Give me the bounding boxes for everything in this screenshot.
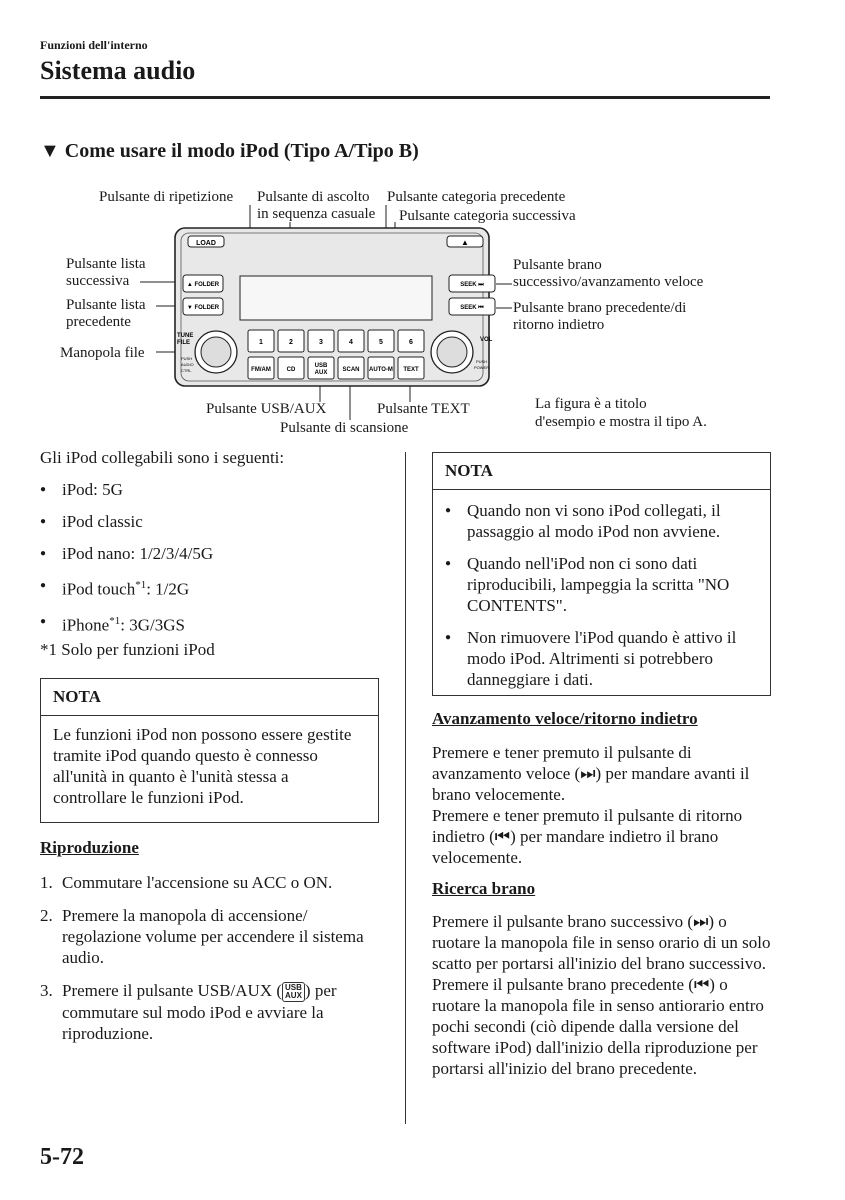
label-text: Pulsante TEXT — [377, 401, 470, 417]
radio-diagram — [0, 0, 845, 440]
list-item: ● iPod touch$^{*1}$: 1/2G — [40, 575, 380, 600]
list-item: ● Quando nell'iPod non ci sono dati riproducibili, lampeggia la scritta "NO CONTENTS". — [445, 553, 758, 616]
svg-text:VOL: VOL — [480, 337, 493, 343]
nota-heading: NOTA — [433, 453, 770, 490]
svg-text:TUNE: TUNE — [177, 333, 194, 339]
svg-text:AUDIO: AUDIO — [181, 362, 194, 367]
caption-1: La figura è a titolo — [535, 396, 647, 412]
list-item: ● iPod classic — [40, 511, 380, 532]
list-item: ● iPhone$^{*1}$: 3G/3GS — [40, 611, 380, 636]
load-text: LOAD — [196, 240, 216, 247]
label-random-2: in sequenza casuale — [257, 206, 376, 222]
svg-text:3: 3 — [319, 339, 323, 346]
riproduzione-heading: Riproduzione — [40, 838, 139, 857]
svg-text:SEEK ⏭: SEEK ⏭ — [460, 282, 484, 288]
nota-box-left — [40, 678, 379, 823]
svg-text:POWER: POWER — [474, 365, 490, 370]
svg-text:CD: CD — [286, 367, 296, 373]
svg-text:AUTO-M: AUTO-M — [369, 367, 393, 373]
intro-text: Gli iPod collegabili sono i seguenti: — [40, 448, 285, 467]
ipod-model-list — [40, 479, 380, 646]
nota-heading: NOTA — [41, 679, 378, 716]
label-usb-aux: Pulsante USB/AUX — [206, 401, 327, 417]
svg-text:CTRL: CTRL — [181, 368, 192, 373]
list-item: ● iPod: 5G — [40, 479, 380, 500]
label-file-knob: Manopola file — [60, 345, 145, 361]
label-repeat: Pulsante di ripetizione — [99, 189, 234, 205]
label-list-prev-1: Pulsante lista — [66, 297, 146, 313]
svg-text:PUSH: PUSH — [181, 356, 193, 361]
svg-text:▲ FOLDER: ▲ FOLDER — [186, 282, 220, 288]
list-item: ● Non rimuovere l'iPod quando è attivo il modo iPod. Altrimenti si potrebbero danneggiare i dati. — [445, 627, 758, 690]
column-divider — [405, 452, 406, 1124]
eject-icon: ▲ — [461, 238, 469, 247]
previous-track-icon: ⏮ — [693, 975, 710, 994]
ff-paragraph: Premere e tener premuto il pulsante di avanzamento veloce (⏭) per mandare avanti il brano velocemente. Premere e tener premuto il pulsante di ritorno indietro (⏮) per mandare indietro il brano velocemente. — [432, 743, 750, 867]
svg-text:AUX: AUX — [314, 370, 328, 376]
list-item: 2. Premere la manopola di accensione/ regolazione volume per accendere il sistema audio. — [40, 906, 364, 967]
svg-text:SEEK ⏮: SEEK ⏮ — [460, 305, 484, 311]
playback-steps — [40, 872, 380, 1056]
svg-text:2: 2 — [289, 339, 293, 346]
nota-body: Le funzioni iPod non possono essere gestite tramite iPod quando questo è connesso all'unità in quanto è l'unità stessa a controllare le funzioni iPod. — [53, 725, 352, 807]
list-item: ● iPod nano: 1/2/3/4/5G — [40, 543, 380, 564]
search-paragraph: Premere il pulsante brano successivo (⏭) o ruotare la manopola file in senso orario di un solo scatto per portarsi all'inizio del brano successivo. Premere il pulsante brano precedente (⏮) o ruotare la manopola file in senso antiorario entro pochi secondi (ciò dipende dalla versione del software iPod) dall'inizio della riproduzione per portarsi all'inizio del brano precedente. — [432, 912, 771, 1078]
svg-text:TEXT: TEXT — [403, 367, 419, 373]
svg-text:FM/AM: FM/AM — [251, 367, 271, 373]
label-list-prev-2: precedente — [66, 314, 131, 330]
label-track-next-2: successivo/avanzamento veloce — [513, 274, 704, 290]
list-item: 3. Premere il pulsante USB/AUX ( USB AUX ) per commutare sul modo iPod e avviare la riproduzione. — [40, 981, 337, 1044]
search-heading: Ricerca brano — [432, 879, 536, 898]
next-track-icon: ⏭ — [693, 912, 709, 931]
label-random-1: Pulsante di ascolto — [257, 189, 370, 205]
rewind-icon: ⏮ — [494, 827, 511, 846]
svg-text:FILE: FILE — [177, 340, 190, 346]
svg-text:4: 4 — [349, 339, 353, 346]
label-track-next-1: Pulsante brano — [513, 257, 602, 273]
fast-forward-icon: ⏭ — [580, 764, 596, 783]
list-item: 1. Commutare l'accensione su ACC o ON. — [40, 873, 333, 892]
svg-text:6: 6 — [409, 339, 413, 346]
triangle-down-icon: ▼ — [40, 140, 60, 162]
label-category-next: Pulsante categoria successiva — [399, 208, 576, 224]
svg-text:▼ FOLDER: ▼ FOLDER — [186, 305, 220, 311]
svg-text:USB: USB — [314, 363, 328, 369]
svg-text:PUSH: PUSH — [476, 359, 488, 364]
nota-list — [445, 500, 758, 690]
chapter-label: Funzioni dell'interno — [40, 38, 148, 52]
list-item: ● Quando non vi sono iPod collegati, il passaggio al modo iPod non avviene. — [445, 500, 758, 542]
svg-text:5: 5 — [379, 339, 383, 346]
svg-text:1: 1 — [259, 339, 263, 346]
label-list-next-2: successiva — [66, 273, 130, 289]
label-track-prev-2: ritorno indietro — [513, 317, 605, 333]
section-title: ▼ Come usare il modo iPod (Tipo A/Tipo B) — [40, 140, 419, 162]
usb-aux-icon: USB AUX — [282, 982, 305, 1002]
label-track-prev-1: Pulsante brano precedente/di — [513, 300, 687, 316]
nota-box-right — [432, 452, 771, 696]
caption-2: d'esempio e mostra il tipo A. — [535, 414, 707, 430]
page-title: Sistema audio — [40, 56, 196, 85]
label-category-prev: Pulsante categoria precedente — [387, 189, 566, 205]
label-list-next-1: Pulsante lista — [66, 256, 146, 272]
footnote: *1 Solo per funzioni iPod — [40, 640, 215, 659]
page-number: 5-72 — [40, 1144, 84, 1170]
svg-text:SCAN: SCAN — [342, 367, 360, 373]
ff-heading: Avanzamento veloce/ritorno indietro — [432, 709, 698, 728]
label-scan: Pulsante di scansione — [280, 420, 409, 436]
